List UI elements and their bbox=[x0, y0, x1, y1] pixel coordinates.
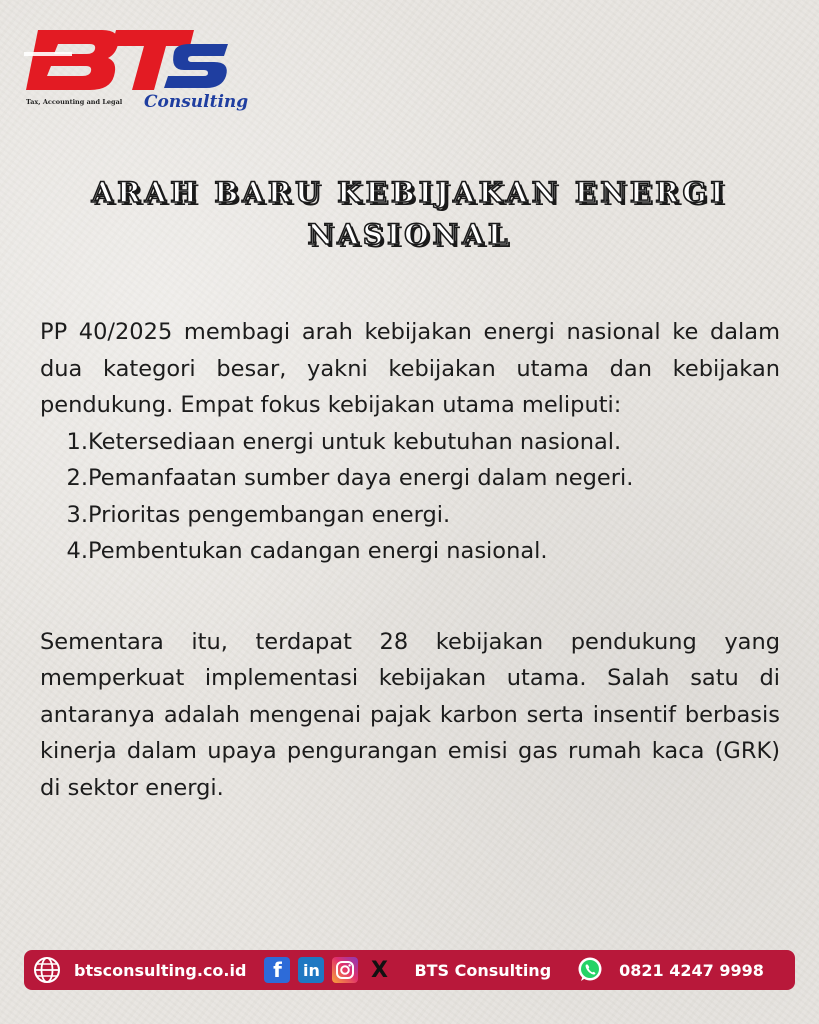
list-item-text: Pembentukan cadangan energi nasional. bbox=[88, 538, 548, 564]
logo-tagline: Tax, Accounting and Legal bbox=[26, 98, 123, 106]
x-glyph: X bbox=[370, 957, 388, 983]
whatsapp-icon bbox=[575, 955, 605, 985]
globe-icon bbox=[32, 955, 62, 985]
intro-paragraph: PP 40/2025 membagi arah kebijakan energi nasional ke dalam dua kategori besar, yakni kebijakan utama dan kebijakan pendukung. Empat fokus kebijakan utama meliputi: bbox=[40, 319, 780, 418]
instagram-icon[interactable] bbox=[332, 957, 358, 983]
list-item bbox=[64, 424, 780, 461]
page-title bbox=[60, 172, 759, 256]
bts-logo-mark bbox=[24, 22, 234, 98]
x-icon[interactable] bbox=[366, 957, 392, 983]
list-item bbox=[64, 460, 780, 497]
instagram-glyph bbox=[335, 960, 355, 980]
linkedin-icon[interactable] bbox=[298, 957, 324, 983]
social-icons bbox=[264, 957, 392, 983]
list-item-number: 1. bbox=[66, 428, 88, 455]
logo-subtitle: Consulting bbox=[144, 92, 249, 112]
title-line-1: ARAH BARU KEBIJAKAN ENERGI bbox=[91, 176, 728, 209]
list-item bbox=[64, 497, 780, 534]
bts-logo bbox=[24, 22, 249, 122]
focus-list bbox=[40, 424, 780, 570]
phone-number[interactable]: 0821 4247 9998 bbox=[619, 960, 764, 980]
footer-bar bbox=[24, 950, 795, 990]
list-item-text: Ketersediaan energi untuk kebutuhan nasional. bbox=[88, 428, 622, 455]
list-item bbox=[64, 533, 780, 570]
list-item-number: 3. bbox=[66, 501, 88, 528]
brand-name: BTS Consulting bbox=[414, 960, 552, 980]
title-line-2: NASIONAL bbox=[307, 218, 512, 251]
list-item-text: Pemanfaatan sumber daya energi dalam negeri. bbox=[88, 465, 634, 491]
article-body bbox=[40, 314, 780, 806]
list-item-number: 4. bbox=[66, 538, 88, 564]
list-item-text: Prioritas pengembangan energi. bbox=[88, 501, 451, 528]
list-item-number: 2. bbox=[66, 465, 88, 491]
closing-paragraph: Sementara itu, terdapat 28 kebijakan pendukung yang memperkuat implementasi kebijakan utama. Salah satu di antaranya adalah mengenai pajak karbon serta insentif berbasis kinerja dalam upaya pengurangan emisi gas rumah kaca (GRK) di sektor energi. bbox=[40, 628, 780, 801]
website-link[interactable]: btsconsulting.co.id bbox=[74, 960, 247, 980]
linkedin-glyph: in bbox=[303, 960, 320, 980]
facebook-icon[interactable] bbox=[264, 957, 290, 983]
facebook-glyph: f bbox=[273, 958, 282, 982]
